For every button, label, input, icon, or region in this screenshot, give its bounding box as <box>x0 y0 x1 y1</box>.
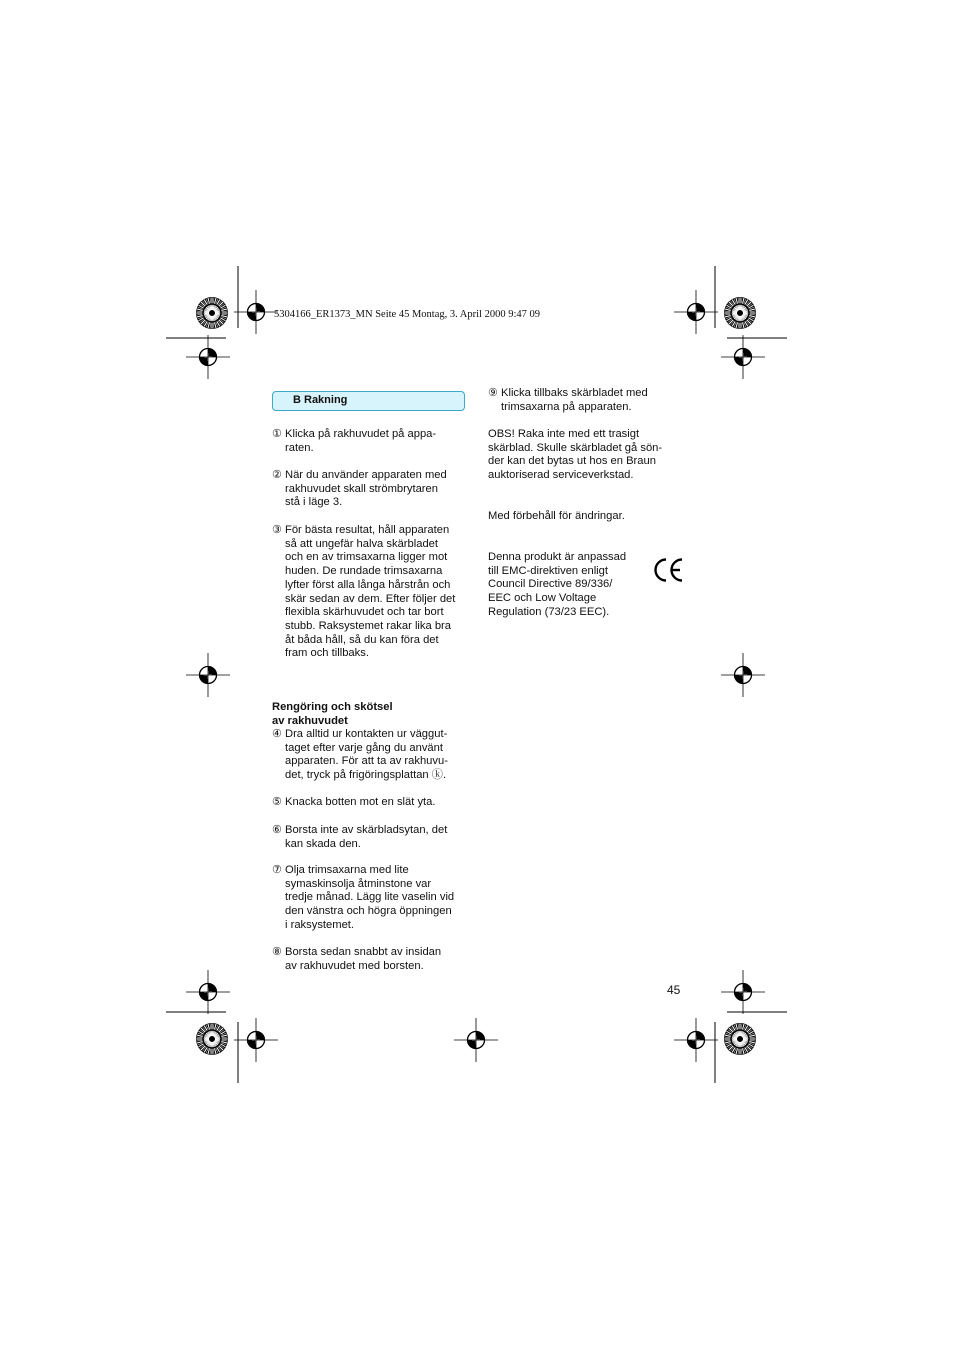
registration-mark-icon <box>186 335 230 379</box>
step-number: ① <box>272 428 283 440</box>
color-calibration-wheel-icon <box>724 297 756 329</box>
ce-mark-icon <box>652 556 684 584</box>
step-text: För bästa resultat, håll apparaten så att ungefär halva skärbladet och en av trimsaxarna ligger mot huden. De rundade trimsaxarna lyfter först alla långa hårstrån och skär sedan av dem. Efter följer det flexibla skärhuvudet och tar bort stubb. Raksystemet rakar lika bra åt båda håll, så du kan föra det fram och tillbaks. <box>285 524 456 660</box>
registration-mark-icon <box>674 290 718 334</box>
reservation-note: Med förbehåll för ändringar. <box>488 510 625 522</box>
list-item <box>272 796 472 810</box>
warning-paragraph: OBS! Raka inte med ett trasigt skärblad. Skulle skärbladet gå sön- der kan det bytas ut hos en Braun auktoriserad serviceverkstad. <box>488 428 663 482</box>
section-title: B Rakning <box>293 394 348 406</box>
step-number: ⑨ <box>488 387 499 399</box>
color-calibration-wheel-icon <box>196 297 228 329</box>
step-number: ⑥ <box>272 824 283 836</box>
step-number: ⑧ <box>272 946 283 958</box>
list-item <box>272 524 472 661</box>
cleaning-heading: Rengöring och skötsel av rakhuvudet <box>272 701 393 727</box>
registration-mark-icon <box>674 1018 718 1062</box>
list-item <box>272 864 472 933</box>
step-number: ⑦ <box>272 864 283 876</box>
registration-mark-icon <box>721 335 765 379</box>
step-text: Klicka på rakhuvudet på appa- raten. <box>285 428 437 454</box>
color-calibration-wheel-icon <box>724 1023 756 1055</box>
crop-lines <box>166 266 787 1083</box>
registration-mark-icon <box>186 970 230 1014</box>
step-text: Klicka tillbaks skärbladet med trimsaxarna på apparaten. <box>501 387 648 413</box>
step-text: Olja trimsaxarna med lite symaskinsolja åtminstone var tredje månad. Lägg lite vaselin vid den vänstra och högra öppningen i raksystemet. <box>285 864 455 931</box>
list-item <box>272 428 472 455</box>
emc-compliance-text: Denna produkt är anpassad till EMC-direktiven enligt Council Directive 89/336/ EEC och Low Voltage Regulation (73/23 EEC). <box>488 551 627 618</box>
list-item <box>272 728 472 783</box>
section-heading-box <box>272 391 465 411</box>
step-text: Borsta inte av skärbladsytan, det kan skada den. <box>285 824 448 850</box>
list-item <box>488 387 688 414</box>
list-item <box>272 824 472 851</box>
list-item <box>272 946 472 973</box>
registration-mark-icon <box>186 653 230 697</box>
step-number: ③ <box>272 524 283 536</box>
page-number: 45 <box>667 983 681 997</box>
registration-mark-icon <box>721 653 765 697</box>
step-text: Dra alltid ur kontakten ur väggut- taget efter varje gång du använt apparaten. För att ta av rakhuvu- det, tryck på frigöringsplattan ⓚ. <box>285 728 448 782</box>
step-text: När du använder apparaten med rakhuvudet skall strömbrytaren stå i läge 3. <box>285 469 447 509</box>
step-text: Knacka botten mot en slät yta. <box>285 796 436 808</box>
color-calibration-wheel-icon <box>196 1023 228 1055</box>
registration-mark-icon <box>454 1018 498 1062</box>
step-number: ④ <box>272 728 283 740</box>
step-text: Borsta sedan snabbt av insidan av rakhuvudet med borsten. <box>285 946 442 972</box>
print-slug: 5304166_ER1373_MN Seite 45 Montag, 3. April 2000 9:47 09 <box>274 309 540 320</box>
step-number: ② <box>272 469 283 481</box>
registration-mark-icon <box>234 290 278 334</box>
registration-mark-icon <box>721 970 765 1014</box>
list-item <box>272 469 472 510</box>
step-number: ⑤ <box>272 796 283 808</box>
registration-mark-icon <box>234 1018 278 1062</box>
